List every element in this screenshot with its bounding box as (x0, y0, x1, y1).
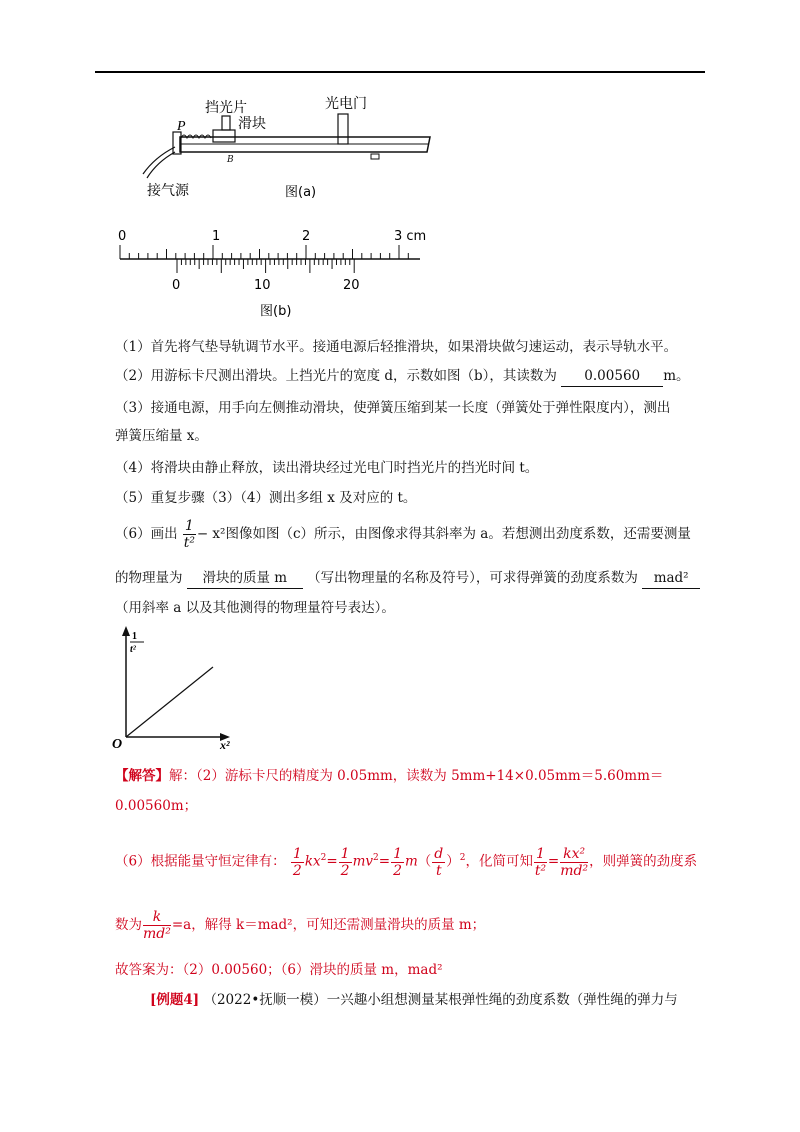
figure-a-air-track (135, 92, 435, 202)
step-6b: 的物理量为 滑块的质量 m （写出物理量的名称及符号），可求得弹簧的劲度系数为 mad² (115, 568, 700, 589)
vernier-tick-10: 10 (254, 278, 271, 293)
label-photogate: 光电门 (325, 96, 367, 112)
caption-b: 图(b) (260, 304, 292, 319)
step-6c: （用斜率 a 以及其他测得的物理量符号表达）。 (115, 600, 395, 616)
step-3a: （3）接通电源，用手向左侧推动滑块，使弹簧压缩到某一长度（弹簧处于弹性限度内），测出 (115, 400, 671, 416)
example-tag: [例题4] (150, 992, 200, 1008)
step-1: （1）首先将气垫导轨调节水平。接通电源后轻推滑块，如果滑块做匀速运动，表示导轨水平。 (115, 339, 678, 355)
step-2: （2）用游标卡尺测出滑块。上挡光片的宽度 d，示数如图（b），其读数为 0.00560 m。 (115, 366, 690, 387)
figure-c-graph (108, 622, 243, 752)
y-label-num: 1 (132, 631, 137, 642)
label-shade: 挡光片 (205, 100, 247, 116)
step-5: （5）重复步骤（3）（4）测出多组 x 及对应的 t。 (115, 490, 417, 506)
main-tick-1: 1 (212, 229, 221, 244)
solution-line-2: 0.00560m； (115, 798, 198, 814)
caption-a: 图(a) (285, 185, 317, 200)
origin-label: O (112, 737, 123, 752)
step-4: （4）将滑块由静止释放，读出滑块经过光电门时挡光片的挡光时间 t。 (115, 460, 539, 476)
solution-line-3: （6）根据能量守恒定律有： $\frac{1}{2}$ $kx^2=$ $\frac{1}{2}$ $mv^2=$ $\frac{1}{2}$ m（ $\frac{d}{t}$ ）$^2$，化简可知 $\frac{1}{\text{t²}}$ = $\frac{\text{kx²}}{\text{md²}}$ ，则弹簧的劲度系 (115, 845, 698, 879)
fraction-1-over-t2: $\frac{1}{\text{t²}}$ (183, 518, 195, 551)
solution-tag: 【解答】 (115, 768, 169, 784)
y-label-den: t² (130, 644, 136, 655)
header-rule (95, 71, 705, 73)
solution-line-4: 数为 $\frac{k}{\text{md²}}$ =a，解得 k＝mad²，可知还需测量滑块的质量 m； (115, 909, 486, 942)
example-4: [例题4] （2022•抚顺一模）一兴趣小组想测量某根弹性绳的劲度系数（弹性绳的弹力与 (150, 992, 678, 1008)
label-p: P (177, 119, 186, 134)
vernier-tick-0: 0 (172, 278, 181, 293)
answer-stiffness: mad² (642, 568, 700, 589)
x-label: x² (220, 738, 230, 752)
main-tick-0: 0 (118, 229, 127, 244)
answer-reading: 0.00560 (561, 366, 663, 387)
answer-summary: 故答案为：（2）0.00560；（6）滑块的质量 m，mad² (115, 962, 443, 978)
answer-quantity: 滑块的质量 m (187, 568, 303, 589)
label-slider: 滑块 (238, 116, 266, 132)
svg-text:B: B (227, 155, 234, 165)
solution-line-1: 【解答】解：（2）游标卡尺的精度为 0.05mm，读数为 5mm+14×0.05mm＝5.60mm＝ (115, 768, 664, 784)
main-tick-3: 3 cm (394, 229, 427, 244)
main-tick-2: 2 (302, 229, 311, 244)
vernier-tick-20: 20 (343, 278, 360, 293)
step-3b: 弹簧压缩量 x。 (115, 428, 208, 444)
figure-b-vernier-caliper (110, 225, 440, 320)
step-6: （6）画出 $\frac{1}{\text{t²}}$ − x²图像如图（c）所示，由图像求得其斜率为 a。若想测出劲度系数，还需要测量 (115, 518, 691, 551)
label-air-source: 接气源 (147, 183, 189, 199)
